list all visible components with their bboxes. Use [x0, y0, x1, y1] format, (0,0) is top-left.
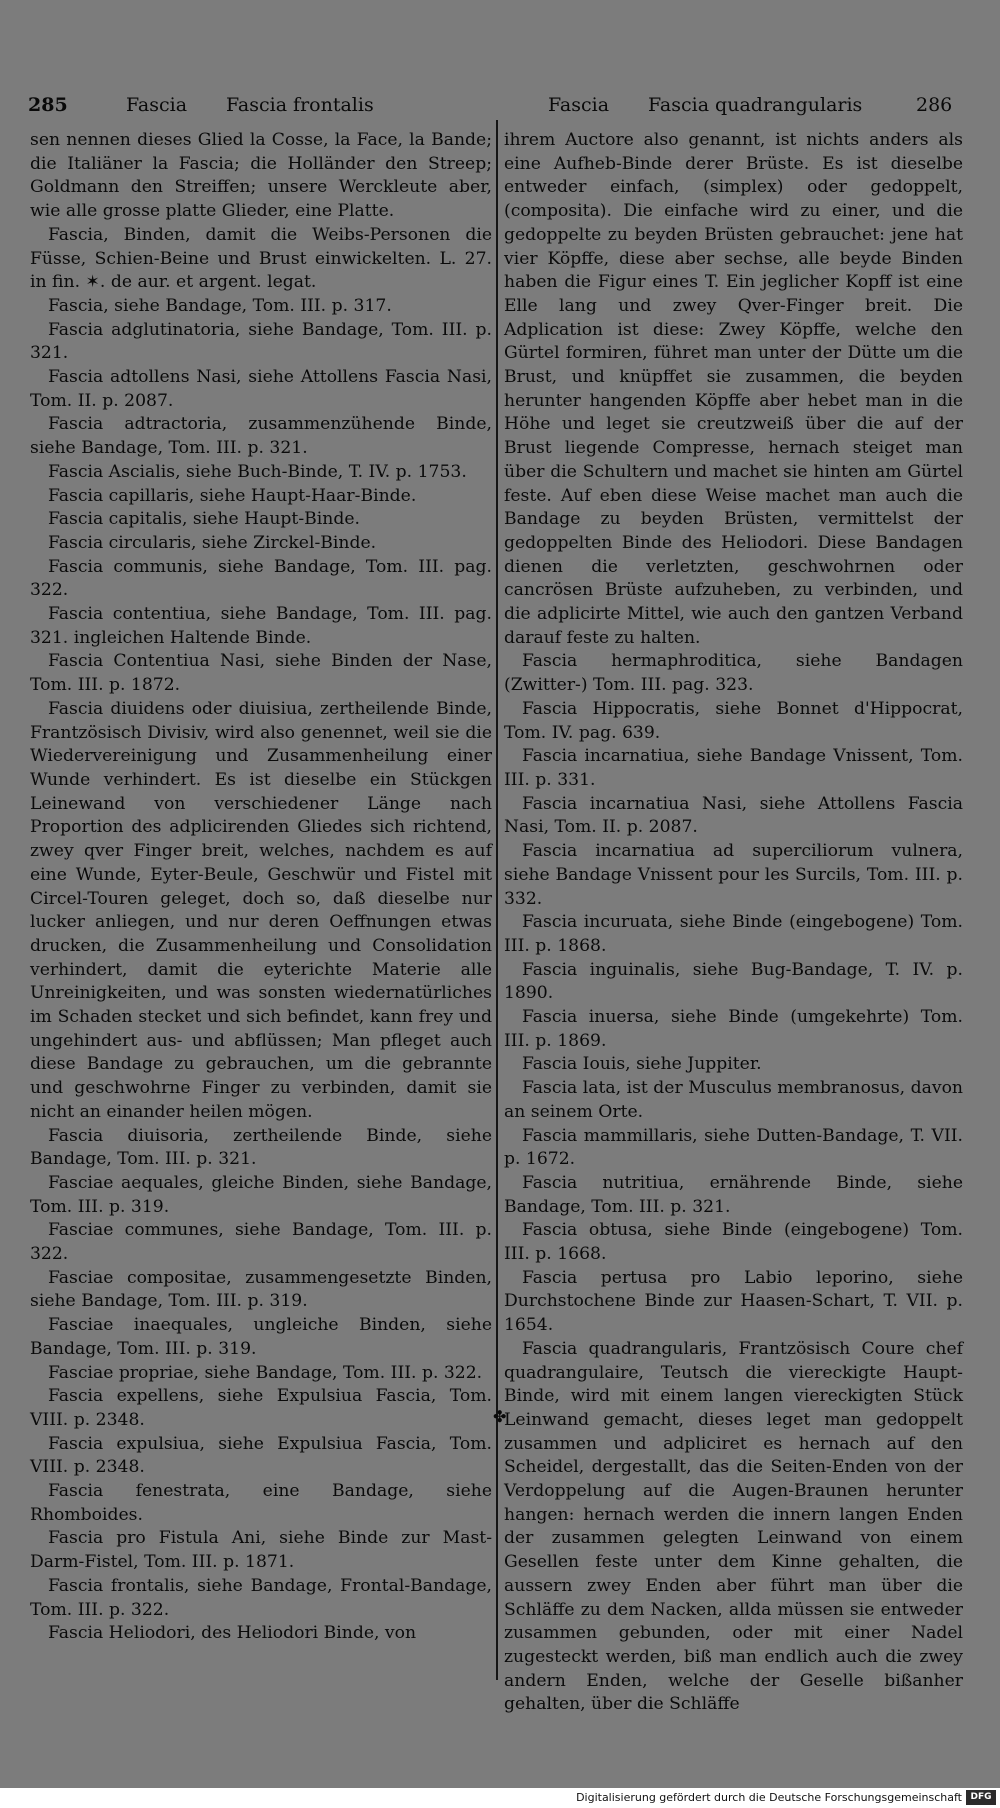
entry-paragraph: Fascia capitalis, siehe Haupt-Binde.	[48, 509, 360, 530]
running-head-left	[28, 90, 488, 120]
entry-paragraph: Fascia communis, siehe Bandage, Tom. III. pag. 322.	[30, 556, 492, 601]
entry-paragraph: Fascia contentiua, siehe Bandage, Tom. III. pag. 321. ingleichen Haltende Binde.	[30, 604, 492, 648]
entry-paragraph: Fascia inuersa, siehe Binde (umgekehrte) Tom. III. p. 1869.	[504, 1007, 963, 1051]
marginal-mark: ✤	[493, 1407, 507, 1426]
entry-paragraph: Fascia diuisoria, zertheilende Binde, siehe Bandage, Tom. III. p. 321.	[30, 1125, 492, 1170]
entry-paragraph: Fascia frontalis, siehe Bandage, Frontal-Bandage, Tom. III. p. 322.	[30, 1575, 492, 1620]
dfg-logo: DFG	[966, 1790, 996, 1805]
entry-paragraph: Fascia incarnatiua, siehe Bandage Vnissent, Tom. III. p. 331.	[504, 746, 963, 790]
entry-paragraph: Fasciae aequales, gleiche Binden, siehe Bandage, Tom. III. p. 319.	[30, 1172, 492, 1217]
entry-paragraph: sen nennen dieses Glied la Cosse, la Face, la Bande; die Italiäner la Fascia; die Holländer den Streep; Goldmann den Streiffen; unsere Werckleute aber, wie alle grosse platte Glieder, eine Platte.	[30, 130, 492, 222]
catchword-left-2: Fascia frontalis	[226, 94, 374, 116]
entry-paragraph: Fascia inguinalis, siehe Bug-Bandage, T. IV. p. 1890.	[504, 959, 963, 1004]
entry-paragraph: Fascia, Binden, damit die Weibs-Personen die Füsse, Schien-Beine und Brust einwickelten. L. 27. in fin. ✶. de aur. et argent. legat.	[30, 224, 492, 293]
entry-paragraph: Fascia expulsiua, siehe Expulsiua Fascia, Tom. VIII. p. 2348.	[30, 1433, 492, 1478]
entry-paragraph: Fascia pertusa pro Labio leporino, siehe Durchstochene Binde zur Haasen-Schart, T. VII. p. 1654.	[504, 1267, 963, 1336]
funding-credit: Digitalisierung gefördert durch die Deutsche Forschungsgemeinschaft	[576, 1791, 962, 1804]
entry-paragraph: ihrem Auctore also genannt, ist nichts anders als eine Aufheb-Binde derer Brüste. Es ist dieselbe entweder einfach, (simplex) oder gedoppelt, (composita). Die einfache wird zu einer, und die gedoppelte zu beyden Brüsten gebrauchet: jene hat vier Köpffe, diese aber sechse, alle beyde Binden haben die Figur eines T. Ein jeglicher Kopff ist eine Elle lang und zwey Qver-Finger breit. Die Adplication ist diese: Zwey Köpffe, welche den Gürtel formiren, führet man unter der Dütte um die Brust, und knüpffet sie zusammen, die beyden herunter hangenden Köpffe aber hebet man in die Höhe und leget sie creutzweiß über die auf der Brust liegende Compresse, hernach steiget man über die Schultern und machet sie hinten am Gürtel feste. Auf eben diese Weise machet man auch die Bandage zu beyden Brüsten, vermittelst der gedoppelten Binde des Heliodori. Diese Bandagen dienen die verletzten, geschwohrnen oder cancrösen Brüste aufzuheben, zu verbinden, und die adplicirte Mittel, wie auch den gantzen Verband darauf feste zu halten.	[504, 130, 963, 648]
catchword-right-2: Fascia quadrangularis	[648, 94, 863, 116]
entry-paragraph: Fasciae compositae, zusammengesetzte Binden, siehe Bandage, Tom. III. p. 319.	[30, 1267, 492, 1312]
entry-paragraph: Fascia mammillaris, siehe Dutten-Bandage, T. VII. p. 1672.	[504, 1125, 963, 1170]
entry-paragraph: Fascia expellens, siehe Expulsiua Fascia, Tom. VIII. p. 2348.	[30, 1386, 492, 1430]
entry-paragraph: Fascia hermaphroditica, siehe Bandagen (Zwitter-) Tom. III. pag. 323.	[504, 651, 963, 696]
entry-paragraph: Fascia diuidens oder diuisiua, zertheilende Binde, Frantzösisch Divisiv, wird also genennet, weil sie die Wiedervereinigung und Zusammenheilung einer Wunde verhindert. Es ist dieselbe ein Stückgen Leinewand von verschiedener Länge nach Proportion des adplicirenden Gliedes sich richtend, zwey qver Finger breit, welches, nachdem es auf eine Wunde, Eyter-Beule, Geschwür und Fistel mit Circel-Touren geleget, doch so, daß dieselbe nur lucker anliegen, und nur deren Oeffnungen etwas drucken, die Zusammenheilung und Consolidation verhindert, damit die eyterichte Materie alle Unreinigkeiten, und was sonsten wiedernatürliches im Schaden stecket und sich befindet, kann frey und ungehindert aus- und abflüssen; Man pfleget auch diese Bandage zu gebrauchen, um die gebrannte und geschwohrne Finger zu verbinden, damit sie nicht an einander heilen mögen.	[30, 698, 492, 1122]
running-head-right	[504, 90, 964, 120]
entry-paragraph: Fascia adglutinatoria, siehe Bandage, Tom. III. p. 321.	[30, 319, 492, 364]
entry-paragraph: Fascia incarnatiua Nasi, siehe Attollens Fascia Nasi, Tom. II. p. 2087.	[504, 793, 963, 838]
entry-paragraph: Fascia lata, ist der Musculus membranosus, davon an seinem Orte.	[504, 1078, 963, 1122]
catchword-right-1: Fascia	[548, 94, 610, 116]
entry-paragraph: Fasciae inaequales, ungleiche Binden, siehe Bandage, Tom. III. p. 319.	[30, 1315, 492, 1359]
entry-paragraph: Fascia adtractoria, zusammenzühende Binde, siehe Bandage, Tom. III. p. 321.	[30, 414, 492, 459]
catchword-left-1: Fascia	[126, 94, 188, 116]
page-number-left: 285	[28, 94, 68, 116]
entry-paragraph: Fascia Heliodori, des Heliodori Binde, von	[48, 1623, 417, 1644]
left-column	[30, 129, 492, 1646]
entry-paragraph: Fascia nutritiua, ernährende Binde, siehe Bandage, Tom. III. p. 321.	[504, 1172, 963, 1217]
entry-paragraph: Fascia, siehe Bandage, Tom. III. p. 317.	[48, 295, 392, 316]
entry-paragraph: Fascia obtusa, siehe Binde (eingebogene) Tom. III. p. 1668.	[504, 1220, 963, 1265]
entry-paragraph: Fascia Hippocratis, siehe Bonnet d'Hippocrat, Tom. IV. pag. 639.	[504, 698, 963, 743]
entry-paragraph: Fascia Contentiua Nasi, siehe Binden der Nase, Tom. III. p. 1872.	[30, 651, 492, 696]
entry-paragraph: Fasciae propriae, siehe Bandage, Tom. III. p. 322.	[48, 1362, 483, 1383]
entry-paragraph: Fascia fenestrata, eine Bandage, siehe Rhomboides.	[30, 1481, 492, 1525]
entry-paragraph: Fascia pro Fistula Ani, siehe Binde zur Mast-Darm-Fistel, Tom. III. p. 1871.	[30, 1528, 492, 1573]
entry-paragraph: Fasciae communes, siehe Bandage, Tom. III. p. 322.	[30, 1220, 492, 1265]
entry-paragraph: Fascia incarnatiua ad superciliorum vulnera, siehe Bandage Vnissent pour les Surcils, Tom. III. p. 332.	[504, 841, 963, 909]
entry-paragraph: Fascia adtollens Nasi, siehe Attollens Fascia Nasi, Tom. II. p. 2087.	[30, 367, 492, 411]
entry-paragraph: Fascia capillaris, siehe Haupt-Haar-Binde.	[48, 485, 417, 506]
entry-paragraph: Fascia Iouis, siehe Juppiter.	[522, 1054, 762, 1075]
column-rule	[496, 120, 498, 1680]
right-column	[504, 129, 963, 1717]
page-number-right: 286	[916, 94, 953, 116]
entry-paragraph: Fascia Ascialis, siehe Buch-Binde, T. IV. p. 1753.	[48, 461, 467, 482]
entry-paragraph: Fascia incuruata, siehe Binde (eingebogene) Tom. III. p. 1868.	[504, 912, 963, 956]
footer-bar	[0, 1788, 1000, 1808]
entry-paragraph: Fascia circularis, siehe Zirckel-Binde.	[48, 532, 377, 553]
entry-paragraph: Fascia quadrangularis, Frantzösisch Coure chef quadrangulaire, Teutsch die viereckigte Haupt-Binde, wird mit einem langen viereckigten Stück Leinwand gemacht, dieses leget man gedoppelt zusammen und adpliciret es hernach auf den Scheidel, dergestallt, das die Seiten-Enden von der Verdoppelung auf die Augen-Braunen herunter hangen: hernach werden die innern langen Enden der zusammen gelegten Leinwand von einem Gesellen feste unter dem Kinne gehalten, die aussern zwey Enden aber führt man über die Schläffe zu dem Nacken, allda müssen sie entweder zusammen gebunden, oder mit einer Nadel zugesteckt werden, biß man endlich auch die zwey andern Enden, welche der Geselle bißanher gehalten, über die Schläffe	[504, 1338, 963, 1715]
